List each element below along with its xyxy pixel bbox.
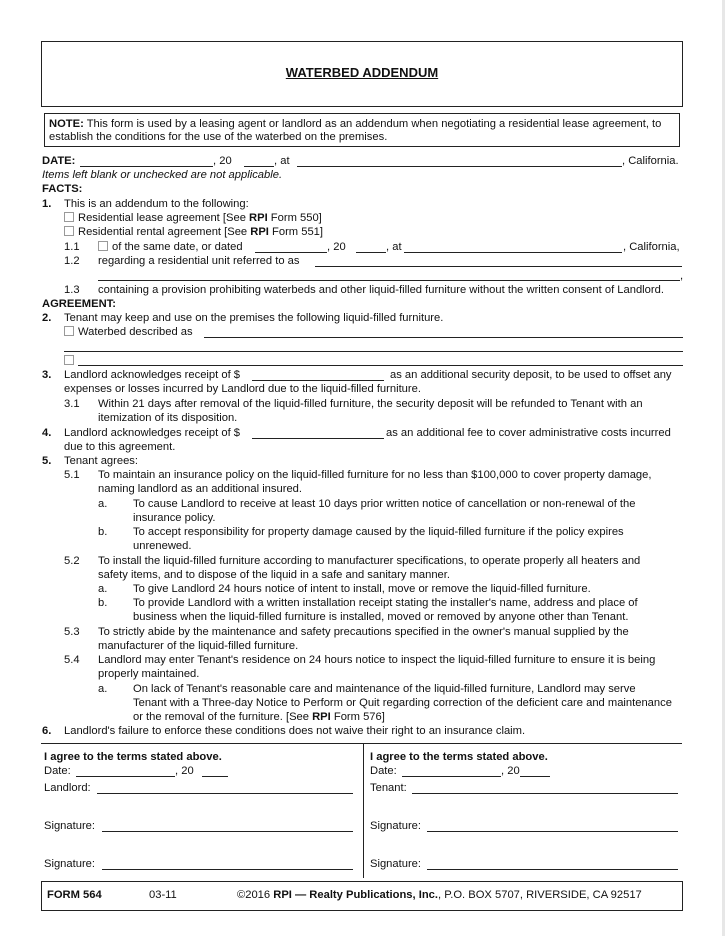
items-note: Items left blank or unchecked are not applicable. <box>42 169 283 181</box>
sub-5-2-b-text-b: business when the liquid-filled furniture is installed, moved or removed by anyone other than Tenant. <box>133 611 629 623</box>
sub-5-3-text: To strictly abide by the maintenance and safety precautions specified in the owner's manual supplied by the <box>98 626 629 638</box>
sub-5-1-text-b: naming landlord as an additional insured. <box>98 483 302 495</box>
sub-5-4-num: 5.4 <box>64 654 80 666</box>
checkbox[interactable] <box>64 212 74 222</box>
sub-5-4-text: Landlord may enter Tenant's residence on 24 hours notice to inspect the liquid-filled furniture to ensure it is being <box>98 654 656 666</box>
tenant-signature-label-2: Signature: <box>370 858 421 870</box>
deposit-field[interactable] <box>252 380 384 381</box>
checkbox[interactable] <box>64 226 74 236</box>
landlord-signature-label: Signature: <box>44 820 95 832</box>
sub-5-4-text-b: properly maintained. <box>98 668 200 680</box>
dated-at-label: , at <box>386 241 402 253</box>
facts-heading: FACTS: <box>42 183 83 195</box>
sub-5-3-text-b: manufacturer of the liquid-filled furniture. <box>98 640 299 652</box>
sub-1-2-text: regarding a residential unit referred to as <box>98 255 300 267</box>
tenant-signature-field[interactable] <box>427 831 678 832</box>
item-3-text-c: expenses or losses incurred by Landlord due to the liquid-filled furniture. <box>64 383 421 395</box>
date-field[interactable] <box>80 166 213 167</box>
item-3-num: 3. <box>42 369 52 381</box>
waterbed-field-2[interactable] <box>64 351 683 352</box>
item-5-text: Tenant agrees: <box>64 455 139 467</box>
unit-comma: , <box>680 270 684 282</box>
checkbox[interactable] <box>64 355 74 365</box>
tenant-date-label: Date: <box>370 765 397 777</box>
sub-5-4-a-text-c: or the removal of the furniture. [See RPI Form 576] <box>133 711 385 723</box>
landlord-name-field[interactable] <box>97 793 353 794</box>
footer-copyright: ©2016 RPI — Realty Publications, Inc., P.O. BOX 5707, RIVERSIDE, CA 92517 <box>237 889 642 901</box>
agreement-heading: AGREEMENT: <box>42 298 116 310</box>
item-4-text-b: as an additional fee to cover administrative costs incurred <box>386 427 671 439</box>
dated-year-field[interactable] <box>356 252 386 253</box>
sub-1-2-num: 1.2 <box>64 255 80 267</box>
item-2-num: 2. <box>42 312 52 324</box>
landlord-date-field[interactable] <box>76 776 175 777</box>
landlord-label: Landlord: <box>44 782 91 794</box>
landlord-agree: I agree to the terms stated above. <box>44 751 222 763</box>
item-3-text-b: as an additional security deposit, to be used to offset any <box>390 369 672 381</box>
form-number: FORM 564 <box>47 889 102 901</box>
tenant-name-field[interactable] <box>412 793 678 794</box>
sub-5-1-b-text: To accept responsibility for property damage caused by the liquid-filled furniture if the policy expires <box>133 526 624 538</box>
date-at-label: , at <box>274 155 290 167</box>
form-title: WATERBED ADDENDUM <box>285 65 439 80</box>
unit-field[interactable] <box>315 266 682 267</box>
landlord-date-label: Date: <box>44 765 71 777</box>
item-2-text: Tenant may keep and use on the premises the following liquid-filled furniture. <box>64 312 444 324</box>
tenant-signature-label: Signature: <box>370 820 421 832</box>
date-state-label: , California. <box>622 155 679 167</box>
tenant-agree: I agree to the terms stated above. <box>370 751 548 763</box>
sub-5-2-a-num: a. <box>98 583 108 595</box>
sub-5-4-a-text-b: Tenant with a Three-day Notice to Perform or Quit regarding correction of the deficient care and maintenance <box>133 697 672 709</box>
checkbox[interactable] <box>64 326 74 336</box>
sub-1-3-num: 1.3 <box>64 284 80 296</box>
waterbed-option[interactable]: Waterbed described as <box>64 326 193 339</box>
note-label: NOTE: <box>49 118 84 130</box>
tenant-year-field[interactable] <box>520 776 550 777</box>
item-6-text: Landlord's failure to enforce these conditions does not waive their right to an insurance claim. <box>64 725 526 737</box>
item-4-text: Landlord acknowledges receipt of $ <box>64 427 241 439</box>
tenant-date-field[interactable] <box>402 776 501 777</box>
footer <box>41 881 683 911</box>
note-body: This form is used by a leasing agent or landlord as an addendum when negotiating a residential lease agreement, to establish the conditions for the use of the waterbed on the premises. <box>49 118 662 143</box>
rental-option[interactable]: Residential rental agreement [See RPI Form 551] <box>64 226 323 239</box>
sub-5-1-a-text: To cause Landlord to receive at least 10 days prior written notice of cancellation or non-renewal of the <box>133 498 636 510</box>
item-5-num: 5. <box>42 455 52 467</box>
item-4-num: 4. <box>42 427 52 439</box>
sub-5-2-text: To install the liquid-filled furniture according to manufacturer specifications, to operate properly all heaters and <box>98 555 641 567</box>
note-box <box>44 113 680 147</box>
sub-1-1-text[interactable]: of the same date, or dated <box>98 241 243 254</box>
date-year-field[interactable] <box>244 166 274 167</box>
tenant-year-label: , 20 <box>501 765 520 777</box>
item-1-text: This is an addendum to the following: <box>64 198 249 210</box>
sub-1-3-text: containing a provision prohibiting waterbeds and other liquid-filled furniture without the written consent of Landlord. <box>98 284 664 296</box>
sub-5-1-a-num: a. <box>98 498 108 510</box>
unit-field-2[interactable] <box>98 280 680 281</box>
sub-5-3-num: 5.3 <box>64 626 80 638</box>
sub-5-4-a-text: On lack of Tenant's reasonable care and maintenance of the liquid-filled furniture, Landlord may serve <box>133 683 636 695</box>
item-1-num: 1. <box>42 198 52 210</box>
title-box <box>41 41 683 107</box>
landlord-year-label: , 20 <box>175 765 194 777</box>
sub-5-4-a-num: a. <box>98 683 108 695</box>
item-6-num: 6. <box>42 725 52 737</box>
dated-year-label: , 20 <box>327 241 346 253</box>
other-option[interactable] <box>64 355 78 368</box>
sub-5-2-b-num: b. <box>98 597 108 609</box>
landlord-signature-field-2[interactable] <box>102 869 353 870</box>
date-label: DATE: <box>42 155 76 167</box>
other-field[interactable] <box>78 365 683 366</box>
date-year-label: , 20 <box>213 155 232 167</box>
dated-field[interactable] <box>255 252 327 253</box>
signature-column-divider <box>363 743 364 878</box>
tenant-label: Tenant: <box>370 782 407 794</box>
lease-option[interactable]: Residential lease agreement [See RPI Form 550] <box>64 212 322 225</box>
sub-3-1-text: Within 21 days after removal of the liquid-filled furniture, the security deposit will be refunded to Tenant with an <box>98 398 643 410</box>
landlord-signature-label-2: Signature: <box>44 858 95 870</box>
dated-state-label: , California, <box>623 241 680 253</box>
sub-3-1-text-b: itemization of its disposition. <box>98 412 238 424</box>
landlord-signature-field[interactable] <box>102 831 353 832</box>
item-4-text-c: due to this agreement. <box>64 441 176 453</box>
note-text <box>49 118 675 144</box>
sub-5-2-text-b: safety items, and to dispose of the liquid in a safe and sanitary manner. <box>98 569 450 581</box>
sub-5-1-b-num: b. <box>98 526 108 538</box>
sub-5-2-a-text: To give Landlord 24 hours notice of intent to install, move or remove the liquid-filled furniture. <box>133 583 591 595</box>
sub-3-1-num: 3.1 <box>64 398 80 410</box>
sub-5-1-num: 5.1 <box>64 469 80 481</box>
sub-5-1-text: To maintain an insurance policy on the liquid-filled furniture for no less than $100,000 to cover property damage, <box>98 469 652 481</box>
sub-5-2-num: 5.2 <box>64 555 80 567</box>
fee-field[interactable] <box>252 438 384 439</box>
sub-5-1-a-text-b: insurance policy. <box>133 512 216 524</box>
date-location-field[interactable] <box>297 166 622 167</box>
item-3-text: Landlord acknowledges receipt of $ <box>64 369 241 381</box>
sub-1-1-num: 1.1 <box>64 241 80 253</box>
sub-5-1-b-text-b: unrenewed. <box>133 540 192 552</box>
dated-location-field[interactable] <box>404 252 622 253</box>
sub-5-2-b-text: To provide Landlord with a written installation receipt stating the installer's name, address and place of <box>133 597 638 609</box>
waterbed-field[interactable] <box>204 337 683 338</box>
checkbox[interactable] <box>98 241 108 251</box>
tenant-signature-field-2[interactable] <box>427 869 678 870</box>
landlord-year-field[interactable] <box>202 776 228 777</box>
signature-divider <box>41 743 682 744</box>
form-revision: 03-11 <box>149 889 177 901</box>
